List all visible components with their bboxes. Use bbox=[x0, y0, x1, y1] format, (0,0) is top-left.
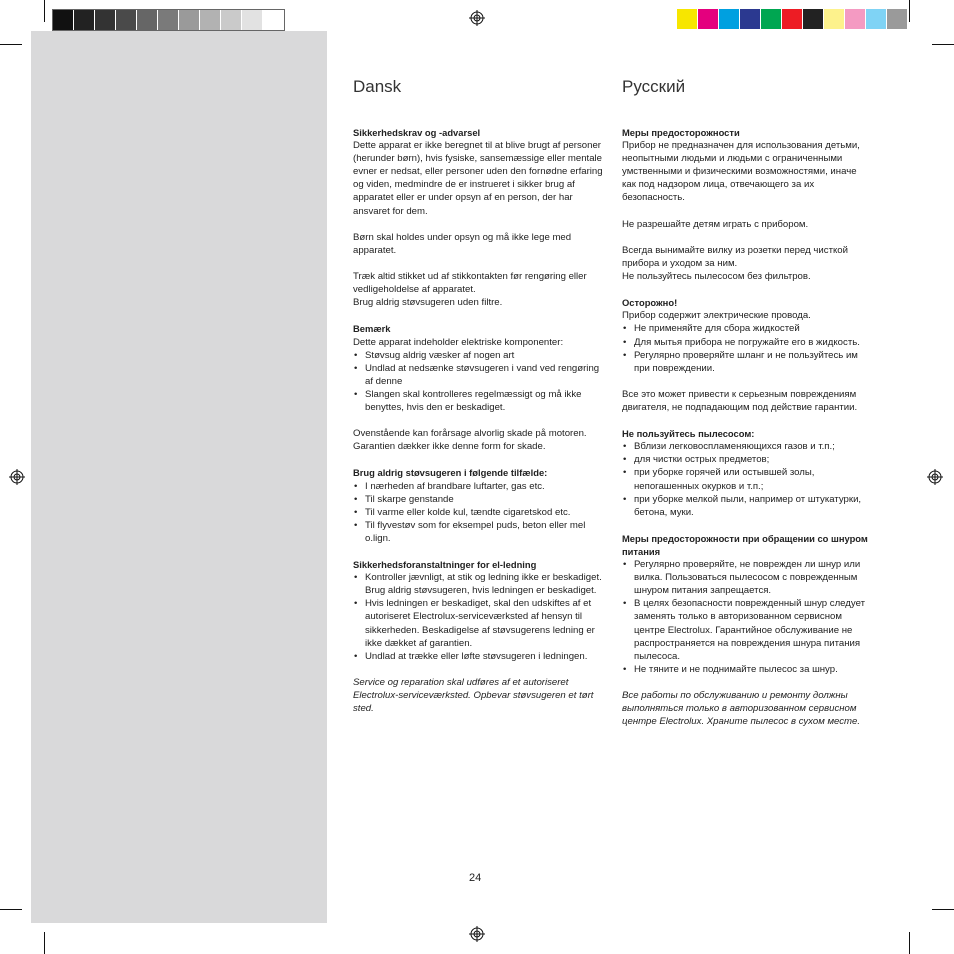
list-item: • Регулярно проверяйте, не поврежден ли шнур или вилка. Пользоваться пылесосом с поврежденным шнуром питания запрещается. bbox=[622, 558, 872, 597]
danish-cord-list bbox=[353, 571, 603, 663]
crop-mark bbox=[44, 932, 45, 954]
danish-never-heading: Brug aldrig støvsugeren i følgende tilfælde: bbox=[353, 467, 548, 479]
color-swatch bbox=[677, 9, 698, 29]
russian-caution-list bbox=[622, 322, 872, 374]
danish-service-text: Service og reparation skal udføres af et autoriseret Electrolux-serviceværksted. Opbevar støvsugeren et tørt sted. bbox=[353, 676, 594, 715]
page-number: 24 bbox=[469, 872, 482, 884]
crop-mark bbox=[0, 44, 22, 45]
crop-mark bbox=[909, 0, 910, 22]
russian-filters-text: Не пользуйтесь пылесосом без фильтров. bbox=[622, 271, 811, 283]
crop-mark bbox=[44, 0, 45, 22]
russian-title: Русский bbox=[622, 77, 686, 96]
crop-mark bbox=[932, 909, 954, 910]
list-item: • I nærheden af brandbare luftarter, gas etc. bbox=[353, 480, 603, 493]
russian-column bbox=[622, 77, 872, 741]
danish-safety-text: Dette apparat er ikke beregnet til at blive brugt af personer (herunder børn), hvis fysiske, sansemæssige eller mentale evner er nedsat, eller personer uden den fornødne erfaring og viden, medmindre de er instrueret i sikker brug af apparatet eller er under opsyn af en person, der har ansvaret for dem. bbox=[353, 140, 603, 217]
color-swatch bbox=[698, 9, 719, 29]
color-swatch bbox=[887, 9, 908, 29]
list-item: • Støvsug aldrig væsker af nogen art bbox=[353, 349, 603, 362]
crop-mark bbox=[932, 44, 954, 45]
color-swatch bbox=[845, 9, 866, 29]
danish-damage-text: Ovenstående kan forårsage alvorlig skade på motoren. Garantien dækker ikke denne form for skade. bbox=[353, 428, 587, 453]
danish-column bbox=[353, 77, 603, 728]
color-swatch bbox=[200, 10, 221, 30]
color-swatch bbox=[719, 9, 740, 29]
color-swatch bbox=[740, 9, 761, 29]
danish-children-text: Børn skal holdes under opsyn og må ikke lege med apparatet. bbox=[353, 231, 572, 256]
crop-mark bbox=[909, 932, 910, 954]
list-item: • Hvis ledningen er beskadiget, skal den udskiftes af et autoriseret Electrolux-serviceværksted af hensyn til sikkerheden. Beskadigelse af støvsugerens ledning er ikke dækket af garantien. bbox=[353, 597, 603, 649]
list-item: • В целях безопасности поврежденный шнур следует заменять только в авторизованном сервисном центре Electrolux. Гарантийное обслуживание не распространяется на повреждения шнура питания пылесоса. bbox=[622, 597, 872, 662]
russian-safety-text: Прибор не предназначен для использования детьми, неопытными людьми и людьми с ограниченными умственными и физическими возможностями, иначе как под надзором лица, отвечающего за их безопасность. bbox=[622, 140, 860, 204]
list-item: • Til varme eller kolde kul, tændte cigaretskod etc. bbox=[353, 506, 603, 519]
russian-service-text: Все работы по обслуживанию и ремонту должны выполняться только в авторизованном сервисном центре Electrolux. Храните пылесос в сухом месте. bbox=[622, 690, 861, 728]
list-item: • Til skarpe genstande bbox=[353, 493, 603, 506]
list-item: • Для мытья прибора не погружайте его в жидкость. bbox=[622, 336, 872, 349]
list-item: • Не применяйте для сбора жидкостей bbox=[622, 322, 872, 335]
danish-note-list bbox=[353, 349, 603, 414]
color-swatch bbox=[179, 10, 200, 30]
list-item: • Til flyvestøv som for eksempel puds, beton eller mel o.lign. bbox=[353, 519, 603, 545]
color-swatch bbox=[824, 9, 845, 29]
color-calibration-bar bbox=[677, 9, 908, 30]
list-item: • Undlad at trække eller løfte støvsugeren i ledningen. bbox=[353, 650, 603, 663]
danish-note-heading: Bemærk bbox=[353, 323, 391, 335]
color-swatch bbox=[137, 10, 158, 30]
list-item: • Slangen skal kontrolleres regelmæssigt og må ikke benyttes, hvis den er beskadiget. bbox=[353, 388, 603, 414]
danish-safety-heading: Sikkerhedskrav og -advarsel bbox=[353, 127, 481, 138]
danish-never-list bbox=[353, 480, 603, 545]
list-item: • Undlad at nedsænke støvsugeren i vand ved rengøring af denne bbox=[353, 362, 603, 388]
color-swatch bbox=[116, 10, 137, 30]
russian-caution-heading: Осторожно! bbox=[622, 297, 678, 309]
list-item: • при уборке мелкой пыли, например от штукатурки, бетона, муки. bbox=[622, 493, 872, 519]
registration-mark-icon bbox=[469, 10, 485, 26]
color-swatch bbox=[74, 10, 95, 30]
registration-mark-icon bbox=[9, 469, 25, 485]
danish-title: Dansk bbox=[353, 77, 402, 96]
russian-never-list bbox=[622, 440, 872, 519]
color-swatch bbox=[263, 10, 284, 30]
russian-children-text: Не разрешайте детям играть с прибором. bbox=[622, 218, 809, 230]
color-swatch bbox=[803, 9, 824, 29]
list-item: • для чистки острых предметов; bbox=[622, 453, 872, 466]
list-item: • Вблизи легковоспламеняющихся газов и т.п.; bbox=[622, 440, 872, 453]
color-swatch bbox=[95, 10, 116, 30]
color-swatch bbox=[53, 10, 74, 30]
color-swatch bbox=[221, 10, 242, 30]
list-item: • при уборке горячей или остывшей золы, непогашенных окурков и т.п.; bbox=[622, 466, 872, 492]
danish-cord-heading: Sikkerhedsforanstaltninger for el-ledning bbox=[353, 559, 537, 571]
color-swatch bbox=[866, 9, 887, 29]
color-swatch bbox=[782, 9, 803, 29]
registration-mark-icon bbox=[469, 926, 485, 942]
russian-damage-text: Все это может привести к серьезным повреждениям двигателя, не подпадающим под действие гарантии. bbox=[622, 388, 858, 413]
russian-unplug-text: Всегда вынимайте вилку из розетки перед чисткой прибора и уходом за ним. bbox=[622, 244, 848, 269]
crop-mark bbox=[0, 909, 22, 910]
danish-unplug-text: Træk altid stikket ud af stikkontakten før rengøring eller vedligeholdelse af apparatet. bbox=[353, 271, 587, 296]
russian-cord-heading: Меры предосторожности при обращении со шнуром питания bbox=[622, 532, 868, 557]
color-swatch bbox=[242, 10, 263, 30]
grayscale-calibration-bar bbox=[52, 9, 285, 31]
russian-safety-heading: Меры предосторожности bbox=[622, 127, 740, 138]
gray-side-panel bbox=[31, 31, 327, 923]
danish-filters-text: Brug aldrig støvsugeren uden filtre. bbox=[353, 297, 503, 309]
russian-never-heading: Не пользуйтесь пылесосом: bbox=[622, 428, 755, 440]
color-swatch bbox=[761, 9, 782, 29]
list-item: • Kontroller jævnligt, at stik og ledning ikke er beskadiget. Brug aldrig støvsugeren, hvis ledningen er beskadiget. bbox=[353, 571, 603, 597]
list-item: • Регулярно проверяйте шланг и не пользуйтесь им при повреждении. bbox=[622, 349, 872, 375]
color-swatch bbox=[158, 10, 179, 30]
russian-caution-text: Прибор содержит электрические провода. bbox=[622, 310, 811, 322]
danish-note-text: Dette apparat indeholder elektriske komponenter: bbox=[353, 336, 564, 348]
registration-mark-icon bbox=[927, 469, 943, 485]
list-item: • Не тяните и не поднимайте пылесос за шнур. bbox=[622, 663, 872, 676]
russian-cord-list bbox=[622, 558, 872, 676]
